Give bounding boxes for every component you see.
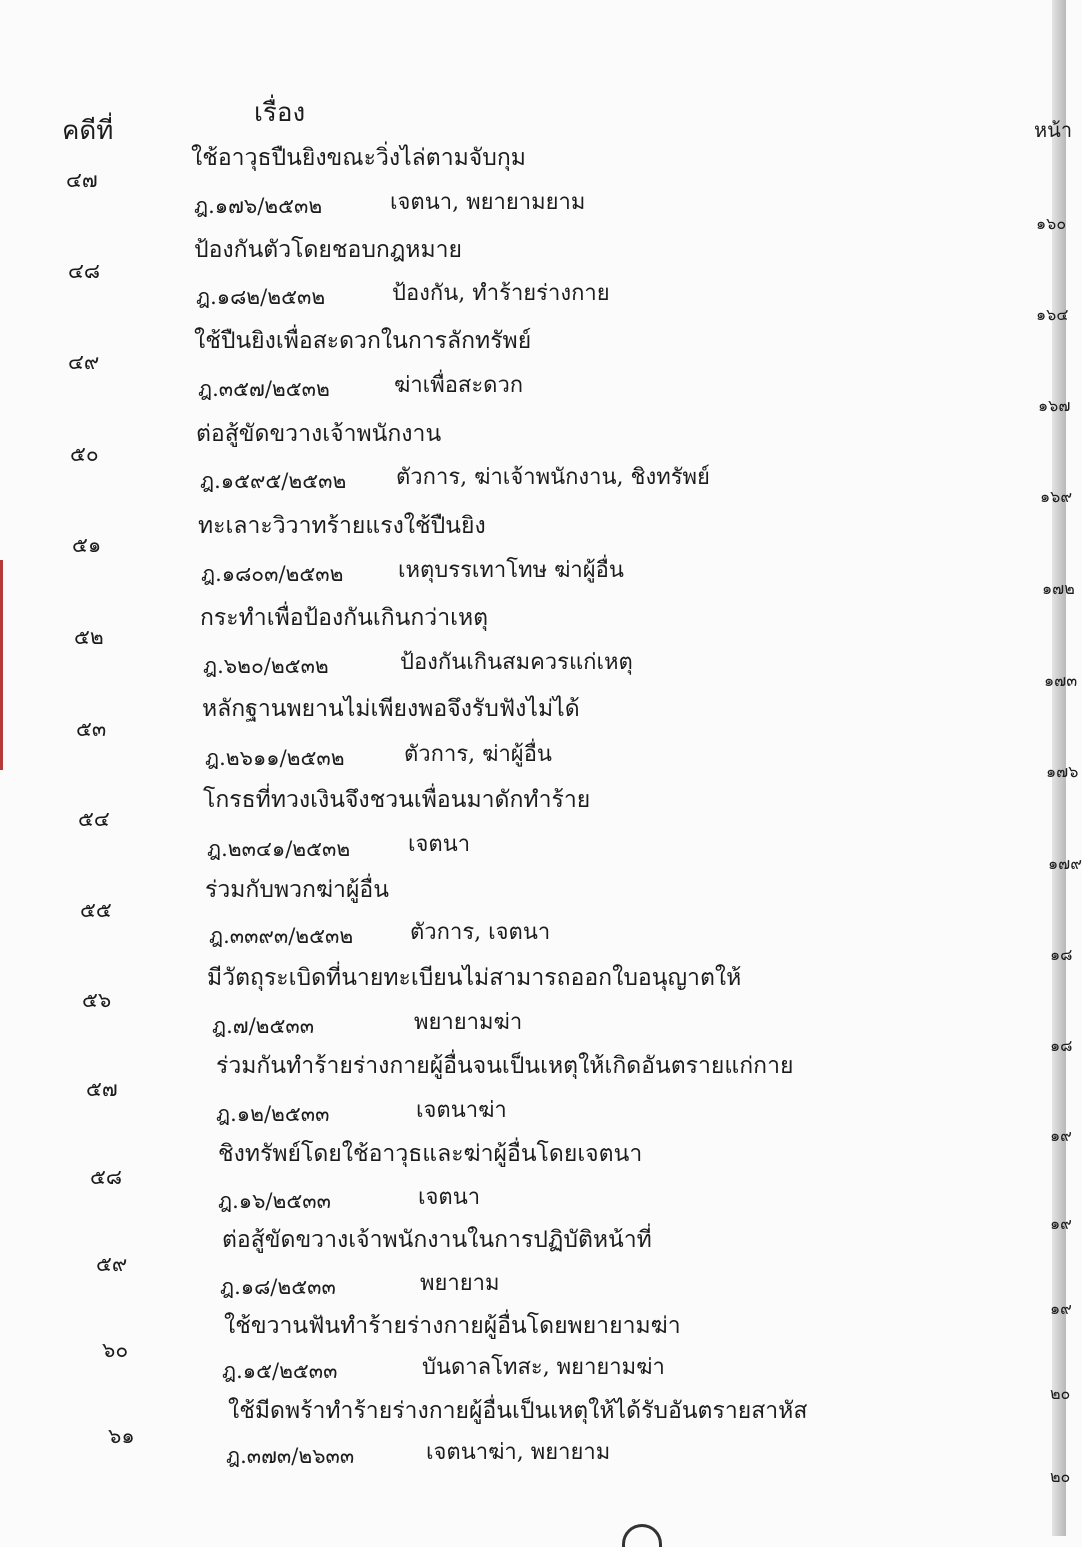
entry-reference: ฎ.๓๗๓/๒๖๓๓	[226, 1444, 355, 1468]
entry-title: ใช้มีดพร้าทำร้ายร่างกายผู้อื่นเป็นเหตุให้ได้รับอันตรายสาหัส	[228, 1398, 808, 1424]
entry-number: ๕๓	[76, 717, 107, 741]
entry-number: ๕๐	[70, 442, 99, 466]
entry-title: ต่อสู้ขัดขวางเจ้าพนักงานในการปฏิบัติหน้าที่	[222, 1227, 652, 1253]
entry-keywords: เจตนา	[418, 1185, 481, 1210]
entry-keywords: เจตนา	[408, 832, 471, 857]
entry-title: ร่วมกันทำร้ายร่างกายผู้อื่นจนเป็นเหตุให้เกิดอันตรายแก่กาย	[216, 1053, 794, 1079]
entry-page: ๑๖๙	[1040, 487, 1073, 506]
entry-keywords: เจตนาฆ่า, พยายาม	[426, 1440, 611, 1465]
header-case-number: คดีที่	[62, 116, 114, 146]
entry-number: ๕๑	[72, 533, 102, 557]
entry-keywords: เจตนา, พยายามยาม	[390, 190, 586, 215]
entry-keywords: เหตุบรรเทาโทษ ฆ่าผู้อื่น	[398, 558, 624, 583]
entry-title: ต่อสู้ขัดขวางเจ้าพนักงาน	[196, 421, 442, 447]
entry-title: ร่วมกับพวกฆ่าผู้อื่น	[205, 877, 389, 903]
entry-title: ใช้ปืนยิงเพื่อสะดวกในการลักทรัพย์	[194, 328, 532, 354]
entry-number: ๖๐	[102, 1338, 129, 1362]
entry-reference: ฎ.๑๘๒/๒๕๓๒	[196, 285, 326, 309]
entry-reference: ฎ.๒๖๑๑/๒๕๓๒	[205, 746, 345, 770]
entry-title: โกรธที่ทวงเงินจึงชวนเพื่อนมาดักทำร้าย	[203, 787, 591, 813]
entry-page: ๑๙	[1050, 1126, 1072, 1145]
entry-page: ๒๐	[1050, 1467, 1071, 1486]
entry-keywords: ป้องกัน, ทำร้ายร่างกาย	[392, 281, 610, 306]
binding-mark	[0, 560, 3, 770]
entry-keywords: ตัวการ, เจตนา	[410, 920, 551, 945]
header-page: หน้า	[1034, 118, 1073, 142]
entry-keywords: พยายาม	[420, 1271, 500, 1296]
entry-reference: ฎ.๓๓๙๓/๒๕๓๒	[209, 924, 354, 948]
entry-number: ๕๖	[82, 988, 112, 1012]
entry-number: ๕๘	[90, 1165, 123, 1189]
entry-title: ใช้อาวุธปืนยิงขณะวิ่งไล่ตามจับกุม	[191, 145, 526, 171]
entry-keywords: พยายามฆ่า	[414, 1010, 523, 1035]
entry-title: กระทำเพื่อป้องกันเกินกว่าเหตุ	[200, 605, 489, 631]
entry-reference: ฎ.๑๒/๒๕๓๓	[216, 1102, 330, 1126]
entry-title: มีวัตถุระเบิดที่นายทะเบียนไม่สามารถออกใบอนุญาตให้	[207, 965, 742, 991]
entry-keywords: ตัวการ, ฆ่าผู้อื่น	[404, 742, 552, 767]
entry-page: ๑๙	[1050, 1299, 1072, 1318]
entry-keywords: ฆ่าเพื่อสะดวก	[394, 373, 524, 398]
entry-reference: ฎ.๑๗๖/๒๕๓๒	[194, 194, 323, 218]
entry-page: ๑๖๔	[1036, 305, 1069, 324]
entry-page: ๑๖๗	[1038, 396, 1071, 415]
entry-title: ใช้ขวานฟันทำร้ายร่างกายผู้อื่นโดยพยายามฆ่า	[224, 1313, 681, 1339]
entry-keywords: ตัวการ, ฆ่าเจ้าพนักงาน, ชิงทรัพย์	[396, 465, 710, 490]
entry-page: ๑๗๒	[1042, 579, 1075, 598]
header-topic: เรื่อง	[254, 98, 306, 128]
entry-number: ๕๙	[96, 1252, 128, 1276]
entry-number: ๕๗	[86, 1077, 118, 1101]
entry-reference: ฎ.๑๕๙๕/๒๕๓๒	[200, 469, 347, 493]
entry-number: ๔๙	[68, 350, 100, 374]
entry-reference: ฎ.๑๖/๒๕๓๓	[218, 1189, 331, 1213]
entry-number: ๕๕	[80, 898, 112, 922]
entry-title: ชิงทรัพย์โดยใช้อาวุธและฆ่าผู้อื่นโดยเจตนา	[218, 1141, 643, 1167]
entry-number: ๔๘	[68, 259, 101, 283]
entry-keywords: เจตนาฆ่า	[416, 1098, 507, 1123]
entry-reference: ฎ.๖๒๐/๒๕๓๒	[203, 654, 329, 678]
entry-title: ป้องกันตัวโดยชอบกฎหมาย	[194, 237, 463, 263]
entry-page: ๑๙	[1050, 1214, 1072, 1233]
entry-reference: ฎ.๒๓๔๑/๒๕๓๒	[207, 837, 351, 861]
entry-keywords: ป้องกันเกินสมควรแก่เหตุ	[400, 650, 633, 675]
entry-page: ๑๖๐	[1036, 214, 1067, 233]
entry-number: ๕๒	[74, 625, 104, 649]
entry-title: ทะเลาะวิวาทร้ายแรงใช้ปืนยิง	[198, 513, 486, 539]
entry-page: ๑๗๙	[1048, 854, 1082, 873]
entry-page: ๑๘	[1050, 945, 1073, 964]
entry-page: ๑๘	[1050, 1036, 1073, 1055]
entry-number: ๖๑	[108, 1424, 135, 1448]
entry-page: ๑๗๓	[1044, 671, 1078, 690]
entry-number: ๔๗	[66, 168, 98, 192]
entry-keywords: บันดาลโทสะ, พยายามฆ่า	[422, 1355, 665, 1380]
entry-title: หลักฐานพยานไม่เพียงพอจึงรับฟังไม่ได้	[202, 696, 580, 722]
entry-reference: ฎ.๑๘๐๓/๒๕๓๒	[201, 562, 344, 586]
entry-page: ๑๗๖	[1046, 762, 1079, 781]
entry-reference: ฎ.๑๕/๒๕๓๓	[222, 1359, 338, 1383]
entry-reference: ฎ.๗/๒๕๓๓	[212, 1014, 315, 1038]
page-footer-mark	[622, 1524, 662, 1547]
entry-reference: ฎ.๓๕๗/๒๕๓๒	[198, 377, 330, 401]
entry-page: ๒๐	[1050, 1384, 1071, 1403]
entry-number: ๕๔	[78, 807, 110, 831]
entry-reference: ฎ.๑๘/๒๕๓๓	[220, 1275, 336, 1299]
